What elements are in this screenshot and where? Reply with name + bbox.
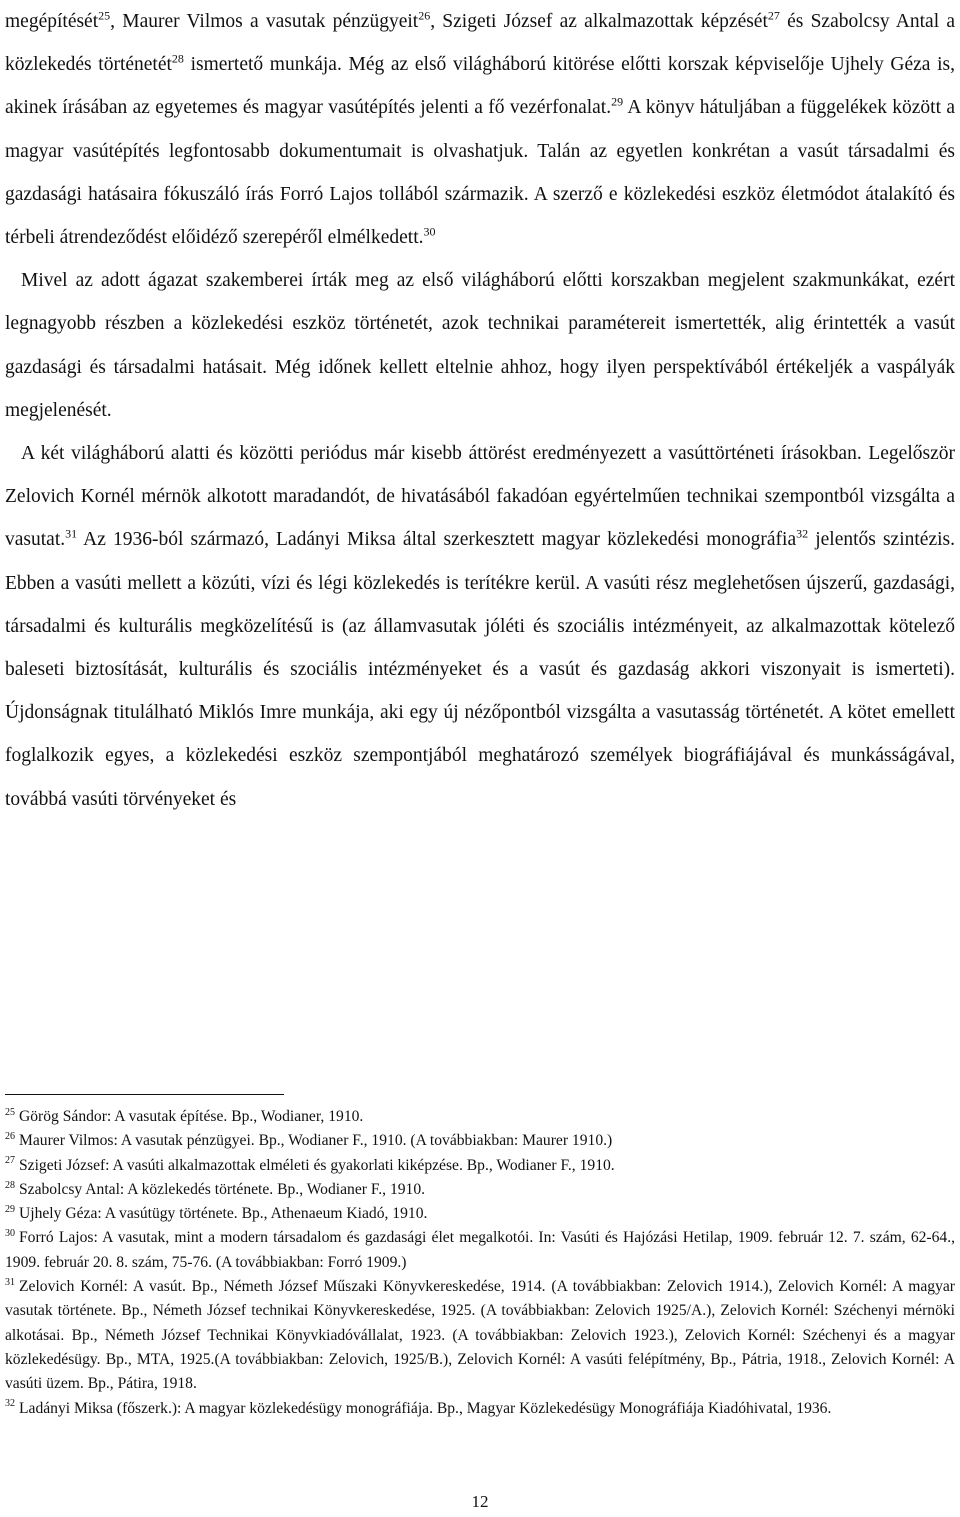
text-fragment: jelentős szintézis. Ebben a vasúti mellett a közúti, vízi és légi közlekedés is terítékre kerül. A vasúti rész meglehetősen újszerű, gazdasági, társadalmi és kulturális megközelítésű is (az államvasutak jóléti és szociális intézményeit, az alkalmazottak kötelező baleseti biztosítását, kulturális és szociális intézményeket és a vasút és gazdaság akkori viszonyait is ismerteti). Újdonságnak titulálható Miklós Imre munkája, aki egy új nézőpontból vizsgálta a vasutasság történetét. A kötet emellett foglalkozik egyes, a közlekedési eszköz szempontjából meghatározó személyek biográfiájával és munkásságával, továbbá vasúti törvényeket és xyxy=(5,529,955,810)
footnote-text: Szigeti József: A vasúti alkalmazottak elméleti és gyakorlati kiképzése. Bp., Wodianer F., 1910. xyxy=(19,1156,615,1174)
footnote-32 xyxy=(5,1397,955,1421)
footnote-text: Ujhely Géza: A vasútügy története. Bp., Athenaeum Kiadó, 1910. xyxy=(19,1205,428,1223)
text-fragment: ismertető munkája. Még az első világháború kitörése előtti korszak képviselője Ujhely Géza is, akinek írásában az egyetemes és magyar vasútépítés jelenti a fő vezérfonalat. xyxy=(5,54,955,119)
paragraph-3 xyxy=(5,432,955,821)
text-fragment: megépítését xyxy=(5,11,99,32)
footnote-text: Görög Sándor: A vasutak építése. Bp., Wodianer, 1910. xyxy=(19,1108,364,1125)
footnote-number: 32 xyxy=(5,1398,15,1410)
footnote-ref-27[interactable]: 27 xyxy=(767,8,780,23)
footnote-ref-29[interactable]: 29 xyxy=(611,94,624,109)
footnote-text: Szabolcsy Antal: A közlekedés története. Bp., Wodianer F., 1910. xyxy=(19,1180,426,1198)
text-fragment: és Szabolcsy Antal a közlekedés történetét xyxy=(5,11,955,76)
footnote-29 xyxy=(5,1202,955,1226)
footnote-ref-30[interactable]: 30 xyxy=(423,224,436,239)
footnote-ref-32[interactable]: 32 xyxy=(796,526,809,541)
page-number: 12 xyxy=(471,1492,489,1511)
footnote-25 xyxy=(5,1105,955,1129)
footnote-number: 29 xyxy=(5,1204,15,1215)
footnote-ref-28[interactable]: 28 xyxy=(171,51,184,66)
text-fragment: A könyv hátuljában a függelékek között a magyar vasútépítés legfontosabb dokumentumait is olvashatjuk. Talán az egyetlen konkrétan a vasút társadalmi és gazdasági hatásaira fókuszáló írás Forró Lajos tollából származik. A szerző e közlekedési eszköz életmódot átalakító és térbeli átrendeződést előidéző szerepéről elmélkedett. xyxy=(5,97,955,249)
footnote-separator xyxy=(5,1094,284,1095)
text-fragment: Az 1936-ból származó, Ladányi Miksa által szerkesztett magyar közlekedési monográfia xyxy=(77,529,797,551)
footnotes-section xyxy=(5,1105,955,1421)
text-fragment: , Maurer Vilmos a vasutak pénzügyeit xyxy=(110,11,419,32)
footnote-text: Zelovich Kornél: A vasút. Bp., Németh József Műszaki Könyvkereskedése, 1914. (A továbbiakban: Zelovich 1914.), Zelovich Kornél: A magyar vasutak története. Bp., Németh József technikai Könyvkereskedése, 1925. (A továbbiakban: Zelovich 1925/A.), Zelovich Kornél: Széchenyi mérnöki alkotásai. Bp., Németh József Technikai Könyvkiadóvállalat, 1923. (A továbbiakban: Zelovich 1923.), Zelovich Kornél: Széchenyi és a magyar közlekedésügy. Bp., MTA, 1925.(A továbbiakban: Zelovich, 1925/B.), Zelovich Kornél: A vasúti felépítmény, Bp., Pátria, 1918., Zelovich Kornél: A vasúti üzem. Bp., Pátira, 1918. xyxy=(5,1278,955,1393)
footnote-number: 30 xyxy=(5,1228,15,1240)
footnote-31 xyxy=(5,1275,955,1396)
footnote-number: 25 xyxy=(5,1106,15,1118)
footnote-ref-26[interactable]: 26 xyxy=(418,8,431,23)
footnote-text: Forró Lajos: A vasutak, mint a modern társadalom és gazdasági élet megalkotói. In: Vasúti és Hajózási Hetilap, 1909. február 12. 7. szám, 62-64., 1909. február 20. 8. szám, 75-76. (A továbbiakban: Forró 1909.) xyxy=(5,1229,955,1271)
footnote-text: Maurer Vilmos: A vasutak pénzügyei. Bp., Wodianer F., 1910. (A továbbiakban: Maurer 1910.) xyxy=(19,1132,613,1150)
paragraph-1 xyxy=(5,0,955,259)
footnote-26 xyxy=(5,1129,955,1153)
footnote-text: Ladányi Miksa (főszerk.): A magyar közlekedésügy monográfiája. Bp., Magyar Közlekedésügy Monográfiája Kiadóhivatal, 1936. xyxy=(19,1399,832,1417)
footnote-30 xyxy=(5,1226,955,1275)
footnote-number: 28 xyxy=(5,1179,15,1191)
text-fragment: , Szigeti József az alkalmazottak képzését xyxy=(430,11,768,32)
footnote-ref-25[interactable]: 25 xyxy=(98,8,111,23)
footnote-number: 27 xyxy=(5,1155,15,1167)
footnote-27 xyxy=(5,1154,955,1178)
footnote-number: 31 xyxy=(5,1276,15,1288)
footnote-28 xyxy=(5,1178,955,1202)
text-fragment: A két világháború alatti és közötti periódus már kisebb áttörést eredményezett a vasúttörténeti írásokban. Legelőször Zelovich Kornél mérnök alkotott maradandót, de hivatásából fakadóan egyértelműen technikai szempontból vizsgálta a vasutat. xyxy=(5,443,955,551)
footnote-ref-31[interactable]: 31 xyxy=(65,526,78,541)
footnote-number: 26 xyxy=(5,1131,15,1143)
body-text xyxy=(5,0,955,821)
paragraph-2: Mivel az adott ágazat szakemberei írták meg az első világháború előtti korszakban megjelent szakmunkákat, ezért legnagyobb részben a közlekedési eszköz történetét, azok technikai paramétereit ismertették, alig érintették a vasút gazdasági és társadalmi hatásait. Még időnek kellett eltelnie ahhoz, hogy ilyen perspektívából értékeljék a vaspályák megjelenését. xyxy=(5,270,955,421)
